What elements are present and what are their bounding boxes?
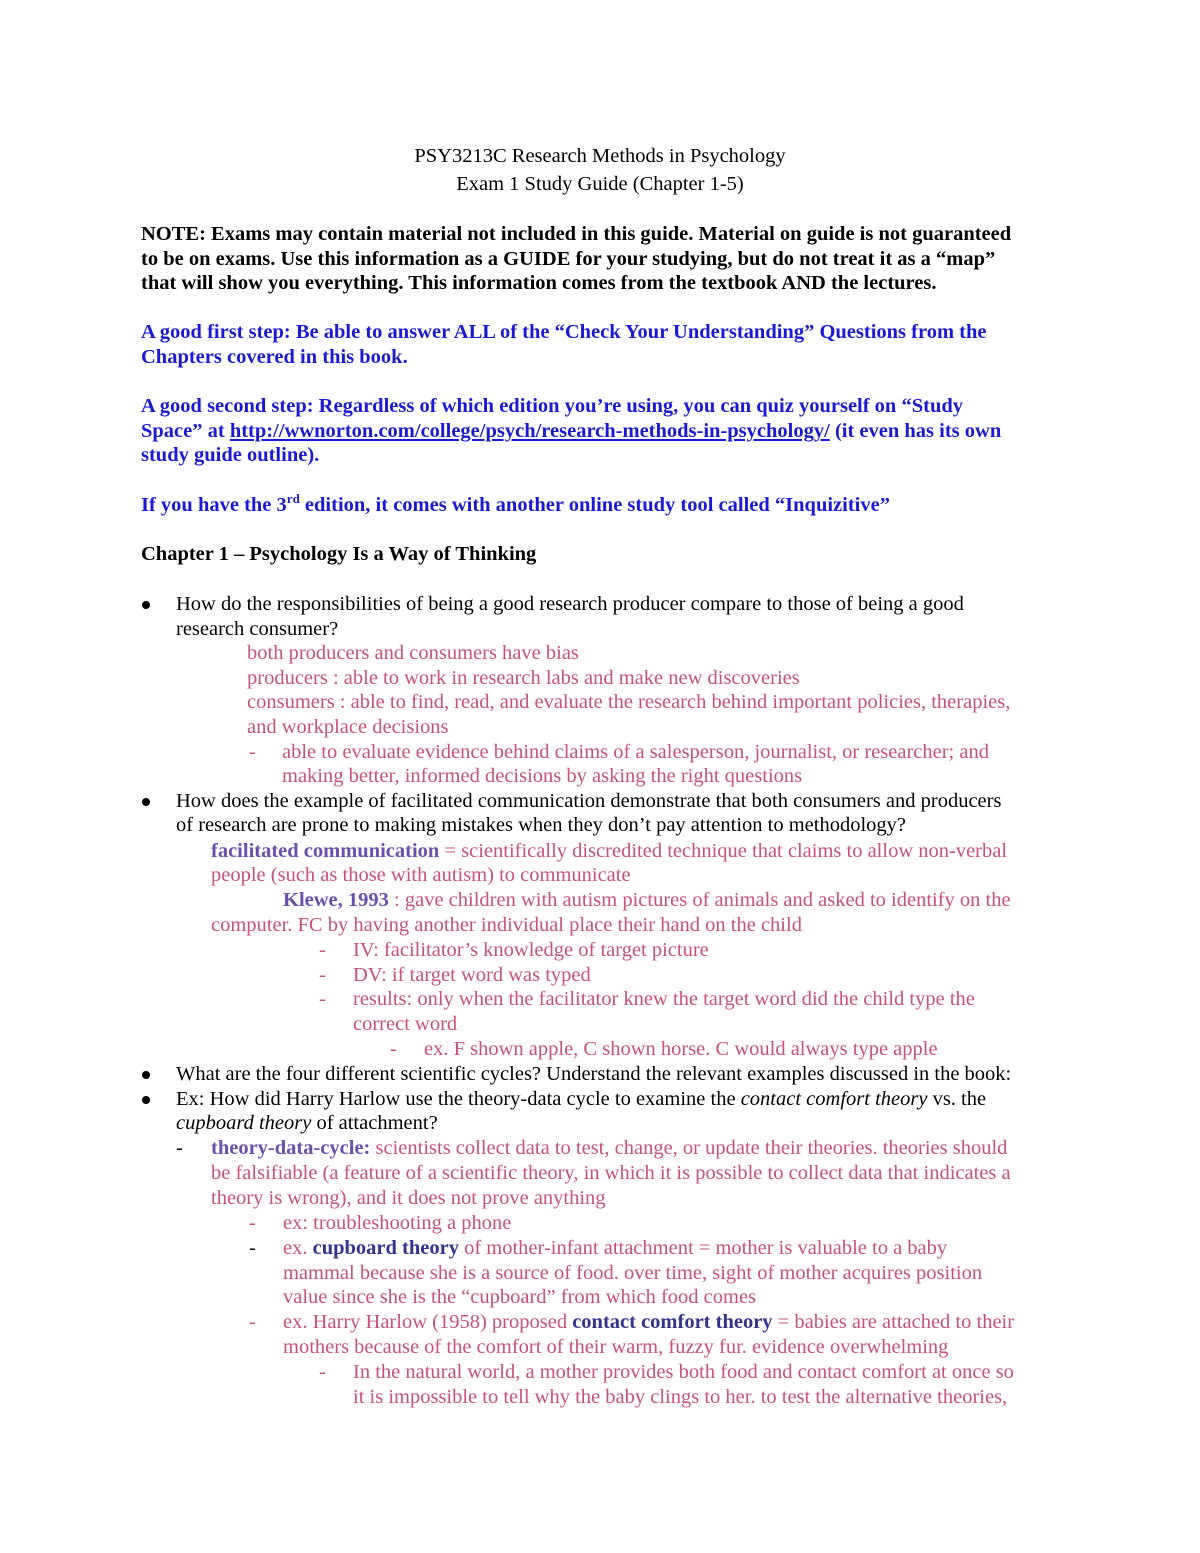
fc-def: = scientifically discredited technique that claims to allow non-verbal — [439, 840, 1008, 862]
tdc-line-1 — [211, 1136, 1007, 1161]
dash-icon: - — [390, 1038, 397, 1060]
guide-title: Exam 1 Study Guide (Chapter 1-5) — [456, 173, 744, 195]
natural-world-line-2: it is impossible to tell why the baby clings to her. to test the alternative theories, — [353, 1386, 1008, 1408]
cc-def: = babies are attached to their — [772, 1311, 1015, 1333]
dash-icon: - — [319, 1361, 326, 1383]
fc-definition-line-1 — [211, 839, 1007, 864]
cc-term: contact comfort theory — [572, 1311, 773, 1333]
bullet-icon — [142, 601, 150, 609]
q4-text-mid: vs. the — [927, 1088, 987, 1110]
q1-answer-4a: able to evaluate evidence behind claims of a salesperson, journalist, or researcher; and — [282, 741, 989, 763]
cupboard-line-3: value since she is the “cupboard” from which food comes — [283, 1286, 757, 1308]
klewe-iv: IV: facilitator’s knowledge of target picture — [353, 939, 709, 961]
step3-text-post: edition, it comes with another online study tool called “Inquizitive” — [299, 494, 890, 516]
step2-text-post: (it even has its own — [829, 420, 1002, 442]
step2-text: Space” at — [141, 420, 230, 442]
klewe-term: Klewe, 1993 — [283, 889, 389, 911]
dash-icon: - — [176, 1137, 183, 1159]
q1-answer-1: both producers and consumers have bias — [247, 642, 579, 664]
dash-icon: - — [249, 1212, 256, 1234]
q4-italic-2: cupboard theory — [176, 1112, 312, 1134]
fc-definition-line-2: people (such as those with autism) to communicate — [211, 864, 631, 886]
tdc-line-3: theory is wrong), and it does not prove anything — [211, 1187, 606, 1209]
note-line-1: NOTE: Exams may contain material not included in this guide. Material on guide is not guaranteed — [141, 223, 1012, 245]
step1-line-1: A good first step: Be able to answer ALL of the “Check Your Understanding” Questions from the — [141, 321, 987, 343]
q4-text-post: of attachment? — [311, 1112, 438, 1134]
chapter1-heading: Chapter 1 – Psychology Is a Way of Thinking — [141, 543, 537, 565]
klewe-example: ex. F shown apple, C shown horse. C would always type apple — [424, 1038, 938, 1060]
bullet-icon — [142, 1071, 150, 1079]
q4-italic-1: contact comfort theory — [740, 1088, 928, 1110]
step3-line — [141, 493, 890, 518]
q1-answer-3a: consumers : able to find, read, and evaluate the research behind important policies, therapies, — [247, 691, 1011, 713]
bullet-icon — [142, 798, 150, 806]
q1-answer-2: producers : able to work in research labs and make new discoveries — [247, 667, 800, 689]
step2-line-1: A good second step: Regardless of which edition you’re using, you can quiz yourself on “Study — [141, 395, 963, 417]
bullet-icon — [142, 1096, 150, 1104]
cupboard-pre: ex. — [283, 1237, 313, 1259]
fc-term: facilitated communication — [211, 840, 440, 862]
note-line-2: to be on exams. Use this information as a GUIDE for your studying, but do not treat it as a “map” — [141, 248, 996, 270]
step3-text: If you have the 3 — [141, 494, 287, 516]
klewe-def: : gave children with autism pictures of animals and asked to identify on the — [388, 889, 1011, 911]
dash-icon: - — [249, 1237, 256, 1259]
dash-icon: - — [319, 964, 326, 986]
q4-text: Ex: How did Harry Harlow use the theory-data cycle to examine the — [176, 1088, 741, 1110]
ex-phone: ex: troubleshooting a phone — [283, 1212, 512, 1234]
note-line-3: that will show you everything. This information comes from the textbook AND the lectures. — [141, 272, 937, 294]
dash-icon: - — [319, 939, 326, 961]
contact-comfort-line-1 — [283, 1310, 1014, 1335]
step3-superscript: rd — [286, 491, 300, 506]
dash-icon: - — [249, 741, 256, 763]
contact-comfort-line-2: mothers because of the comfort of their warm, fuzzy fur. evidence overwhelming — [283, 1336, 949, 1358]
q4-line-1 — [176, 1087, 986, 1112]
cc-pre: ex. Harry Harlow (1958) proposed — [283, 1311, 573, 1333]
q2-line-1: How does the example of facilitated communication demonstrate that both consumers and producers — [176, 790, 1002, 812]
step2-line-2 — [141, 419, 1001, 444]
course-title: PSY3213C Research Methods in Psychology — [414, 145, 786, 167]
cupboard-line-1 — [283, 1236, 947, 1261]
klewe-line-1 — [283, 888, 1011, 913]
klewe-line-2: computer. FC by having another individual place their hand on the child — [211, 914, 802, 936]
q1-answer-4b: making better, informed decisions by asking the right questions — [282, 765, 803, 787]
q1-line-1: How do the responsibilities of being a good research producer compare to those of being a good — [176, 593, 964, 615]
cupboard-def: of mother-infant attachment = mother is valuable to a baby — [458, 1237, 948, 1259]
klewe-results-1: results: only when the facilitator knew the target word did the child type the — [353, 988, 975, 1010]
klewe-dv: DV: if target word was typed — [353, 964, 591, 986]
dash-icon: - — [319, 988, 326, 1010]
q1-answer-3b: and workplace decisions — [247, 716, 449, 738]
q1-line-2: research consumer? — [176, 618, 339, 640]
study-space-link[interactable]: http://wwnorton.com/college/psych/research-methods-in-psychology/ — [229, 420, 830, 442]
natural-world-line-1: In the natural world, a mother provides both food and contact comfort at once so — [353, 1361, 1014, 1383]
tdc-line-2: be falsifiable (a feature of a scientific theory, in which it is possible to collect data that indicates a — [211, 1162, 1011, 1184]
q2-line-2: of research are prone to making mistakes when they don’t pay attention to methodology? — [176, 814, 907, 836]
step1-line-2: Chapters covered in this book. — [141, 346, 408, 368]
tdc-def: scientists collect data to test, change, or update their theories. theories should — [370, 1137, 1008, 1159]
tdc-term: theory-data-cycle: — [211, 1137, 371, 1159]
q4-line-2 — [176, 1111, 438, 1136]
klewe-results-2: correct word — [353, 1013, 458, 1035]
q3-line: What are the four different scientific cycles? Understand the relevant examples discussed in the book: — [176, 1063, 1012, 1085]
step2-line-3: study guide outline). — [141, 444, 320, 466]
dash-icon: - — [249, 1311, 256, 1333]
cupboard-line-2: mammal because she is a source of food. over time, sight of mother acquires position — [283, 1262, 983, 1284]
cupboard-term: cupboard theory — [312, 1237, 459, 1259]
